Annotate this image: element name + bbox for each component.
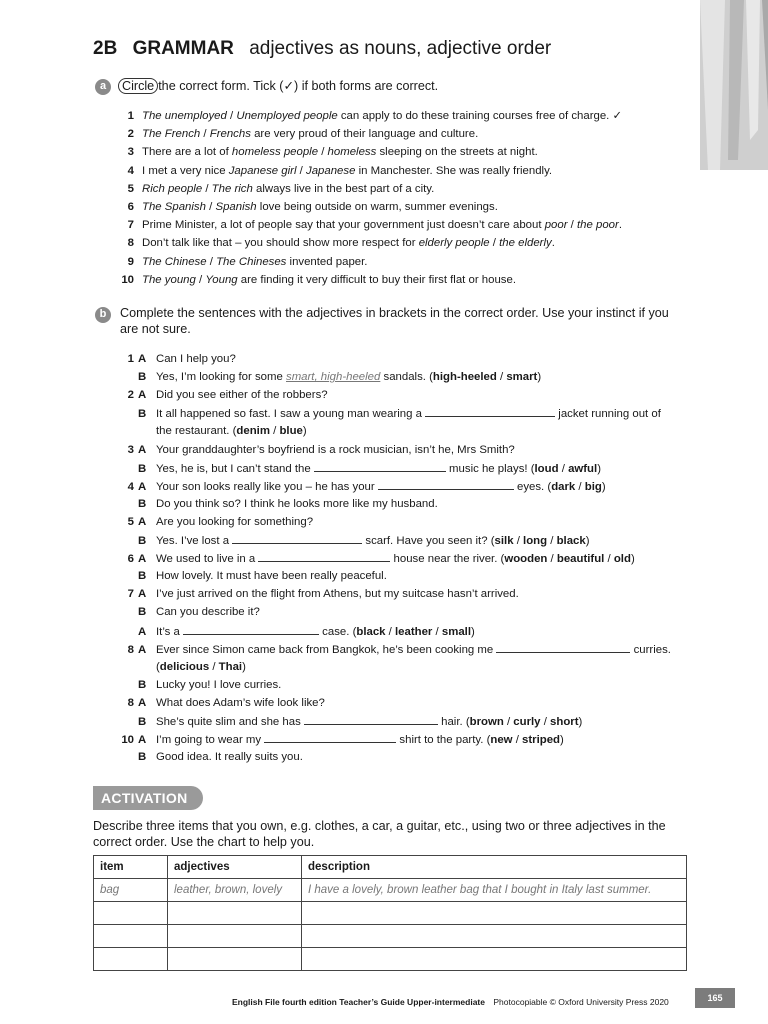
sentence-text: invented paper. <box>286 255 368 268</box>
exercise-b-line <box>110 533 768 548</box>
item-sentence <box>142 183 434 195</box>
adjective-keyword: loud <box>534 462 559 475</box>
sentence-text: eyes. ( <box>513 480 552 493</box>
exercise-b-line <box>110 642 768 657</box>
adjective-keyword: big <box>584 480 602 493</box>
keyword-separator: / <box>512 734 523 747</box>
item-number: 6 <box>127 553 134 566</box>
activation-banner: ACTIVATION <box>93 786 203 810</box>
table-cell[interactable] <box>94 902 168 925</box>
exercise-a-item <box>110 255 768 269</box>
sentence-text: are very proud of their language and culture. <box>250 128 479 141</box>
sentence-text: love being outside on warm, summer evenings. <box>256 201 498 213</box>
sentence-text: ) <box>537 371 542 384</box>
sentence-text: I’m going to wear my <box>156 734 265 747</box>
speaker-label: A <box>138 625 147 638</box>
exercise-b-line <box>110 551 768 566</box>
option-separator: / <box>205 201 216 213</box>
exercise-a-item <box>110 182 768 196</box>
sentence-text: case. ( <box>319 625 357 638</box>
sentence-text: ) <box>560 734 564 747</box>
option-1[interactable]: The Spanish <box>142 201 206 213</box>
option-2[interactable]: the poor <box>577 219 619 232</box>
exercise-b-line <box>110 479 768 494</box>
option-2[interactable]: The rich <box>211 182 253 195</box>
answer-blank[interactable] <box>314 461 446 472</box>
item-number: 10 <box>121 734 134 747</box>
circle-word: Circle <box>118 78 158 94</box>
speaker-label: B <box>138 371 147 384</box>
exercise-a-item <box>110 109 768 123</box>
adjective-keyword: leather <box>395 625 433 638</box>
sentence-text: jacket running out of <box>555 408 661 421</box>
sentence-text: sleeping on the streets at night. <box>376 146 538 159</box>
dialogue-text <box>156 463 601 475</box>
option-1[interactable]: The unemployed <box>142 110 227 122</box>
exercise-b-line <box>110 750 768 764</box>
option-separator: / <box>567 219 577 232</box>
sentence-text: We used to live in a <box>156 553 259 566</box>
table-cell[interactable] <box>168 925 302 948</box>
keyword-separator: / <box>269 425 280 438</box>
item-number: 9 <box>127 255 134 268</box>
option-separator: / <box>206 255 217 268</box>
speaker-label: B <box>138 462 147 475</box>
item-number: 10 <box>121 273 134 286</box>
table-row-example <box>94 879 687 902</box>
adjective-keyword: old <box>613 553 631 566</box>
table-row <box>94 902 687 925</box>
sentence-text: ) <box>630 553 635 566</box>
sentence-text: She’s quite slim and she has <box>156 716 304 728</box>
option-1[interactable]: elderly people <box>418 237 490 250</box>
dialogue-text <box>156 626 475 638</box>
option-separator: / <box>489 237 500 250</box>
exercise-a-item <box>110 218 768 232</box>
item-number: 3 <box>127 146 134 159</box>
keyword-separator: / <box>540 716 551 728</box>
sentence-text: Yes. I’ve lost a <box>156 535 233 547</box>
table-row <box>94 948 687 971</box>
sentence-text: There are a lot of <box>142 146 232 159</box>
item-sentence <box>142 165 552 177</box>
speaker-label: A <box>138 696 147 709</box>
item-sentence <box>142 146 538 158</box>
table-cell[interactable] <box>94 925 168 948</box>
adjective-keyword: dark <box>551 480 576 493</box>
item-number: 6 <box>127 201 134 213</box>
item-number: 8 <box>127 696 134 709</box>
option-1[interactable]: The young <box>142 273 196 286</box>
sentence-text: Do you think so? I think he looks more like my husband. <box>156 497 438 510</box>
speaker-label: B <box>138 716 147 728</box>
table-row <box>94 925 687 948</box>
option-2[interactable]: The Chineses <box>216 255 287 268</box>
sentence-text: It all happened so fast. I saw a young man wearing a <box>156 408 426 421</box>
sentence-text: What does Adam’s wife look like? <box>156 696 325 709</box>
header-adjectives: adjectives <box>168 856 302 879</box>
option-1[interactable]: The Chinese <box>142 255 207 268</box>
item-sentence <box>142 274 516 286</box>
unit-code: 2B <box>93 38 118 59</box>
footer-book: English File fourth edition Teacher’s Guide Upper-intermediate <box>232 997 485 1007</box>
exercise-b-badge: b <box>95 307 111 323</box>
sentence-text: Yes, he is, but I can’t stand the <box>156 462 314 475</box>
sentence-text: sandals. ( <box>380 371 433 384</box>
dialogue-text <box>156 570 387 582</box>
sentence-text: Your son looks really like you – he has your <box>156 480 378 493</box>
sentence-text: Don’t talk like that – you should show more respect for <box>142 237 419 250</box>
example-adjectives: leather, brown, lovely <box>168 879 302 902</box>
exercise-b-line <box>110 587 768 601</box>
exercise-b-line <box>110 569 768 583</box>
item-number: 2 <box>127 389 134 402</box>
item-number: 2 <box>127 128 134 141</box>
answer-blank[interactable] <box>264 732 396 743</box>
option-separator: / <box>202 182 212 195</box>
instruction-line-1: Complete the sentences with the adjectives in brackets in the correct order. Use your instinct if you <box>120 306 669 320</box>
option-1[interactable]: Japanese girl <box>228 164 297 177</box>
sentence-text: ) <box>242 660 246 673</box>
answer-blank[interactable] <box>378 479 514 490</box>
sentence-text: the restaurant. ( <box>156 425 237 438</box>
exercise-b-line <box>110 497 768 511</box>
sentence-text: ) <box>302 425 307 438</box>
speaker-label: A <box>138 734 147 747</box>
sentence-text: Lucky you! I love curries. <box>156 678 282 691</box>
sentence-text: ) <box>597 462 601 475</box>
adjective-keyword: long <box>523 535 548 547</box>
option-separator: / <box>226 110 237 122</box>
table-header-row <box>94 856 687 879</box>
dialogue-text <box>156 716 582 728</box>
speaker-label: B <box>138 408 147 421</box>
item-sentence <box>142 237 555 249</box>
dialogue-text <box>156 697 325 709</box>
sentence-text: Good idea. It really suits you. <box>156 751 303 764</box>
table-cell[interactable] <box>168 902 302 925</box>
dialogue-text <box>156 371 541 383</box>
dialogue-text <box>156 535 590 547</box>
dialogue-text <box>156 516 313 528</box>
dialogue-text <box>156 588 519 600</box>
section-name: GRAMMAR <box>132 38 234 59</box>
exercise-a-badge: a <box>95 79 111 95</box>
item-number: 4 <box>127 164 134 177</box>
speaker-label: B <box>138 678 147 691</box>
option-separator: / <box>318 146 328 159</box>
sentence-text: ) <box>578 716 583 728</box>
exercise-b-line <box>110 660 768 674</box>
sentence-text: How lovely. It must have been really peaceful. <box>156 570 387 583</box>
item-number: 1 <box>127 110 134 122</box>
adjective-keyword: brown <box>469 716 504 728</box>
speaker-label: A <box>138 443 147 456</box>
exercise-b-line <box>110 370 768 384</box>
sentence-text: Prime Minister, a lot of people say that your government just doesn’t care about <box>142 219 545 232</box>
sentence-text: I met a very nice <box>142 164 229 177</box>
table-cell[interactable] <box>302 902 687 925</box>
speaker-label: B <box>138 606 147 619</box>
answer-blank[interactable] <box>258 551 390 562</box>
activation-instruction <box>93 818 666 850</box>
adjective-keyword: denim <box>236 425 270 438</box>
keyword-separator: / <box>385 625 396 638</box>
adjective-keyword: black <box>556 535 586 547</box>
speaker-label: B <box>138 497 147 510</box>
sentence-text: house near the river. ( <box>390 553 505 566</box>
exercise-b-line <box>110 714 768 729</box>
item-number: 5 <box>127 182 134 195</box>
sentence-text: Are you looking for something? <box>156 515 314 528</box>
item-sentence <box>142 201 498 213</box>
option-2[interactable]: homeless <box>327 146 377 159</box>
exercise-b-line <box>110 388 768 402</box>
speaker-label: B <box>138 751 147 764</box>
keyword-separator: / <box>432 625 442 638</box>
item-sentence <box>142 128 478 140</box>
adjective-keyword: short <box>550 716 579 728</box>
speaker-label: A <box>138 515 147 528</box>
exercise-b-line <box>110 443 768 457</box>
option-1[interactable]: The French <box>142 128 201 141</box>
exercise-a-item <box>110 145 768 159</box>
sentence-text: ) <box>601 480 606 493</box>
footer <box>232 997 669 1007</box>
dialogue-text <box>156 444 515 456</box>
item-sentence <box>142 110 622 122</box>
table-cell[interactable] <box>94 948 168 971</box>
answer-blank[interactable] <box>183 624 319 635</box>
exercise-b-line <box>110 406 768 421</box>
adjective-keyword: blue <box>279 425 303 438</box>
topic-title: adjectives as nouns, adjective order <box>249 38 552 59</box>
adjective-keyword: new <box>490 734 513 747</box>
option-2[interactable]: Young <box>205 273 238 286</box>
option-2[interactable]: Japanese <box>306 164 356 177</box>
answer-blank[interactable] <box>304 714 438 725</box>
dialogue-text <box>156 553 635 565</box>
adjective-keyword: smart <box>506 371 538 384</box>
keyword-separator: / <box>547 553 557 566</box>
keyword-separator: / <box>558 462 569 475</box>
item-number: 8 <box>127 237 134 250</box>
option-2[interactable]: the elderly <box>499 237 552 250</box>
dialogue-text <box>156 481 606 493</box>
sentence-text: Ever since Simon came back from Bangkok, he’s been cooking me <box>156 643 497 656</box>
exercise-a-item <box>110 273 768 287</box>
exercise-b-line <box>110 605 768 619</box>
adjective-keyword: black <box>356 625 386 638</box>
adjective-keyword: wooden <box>504 553 548 566</box>
example-description: I have a lovely, brown leather bag that I bought in Italy last summer. <box>302 879 687 902</box>
sentence-text: It’s a <box>156 625 184 638</box>
dialogue-text <box>156 751 303 763</box>
sentence-text: . <box>551 237 555 250</box>
sentence-text: Can you describe it? <box>156 606 260 619</box>
adjective-keyword: curly <box>513 716 541 728</box>
exercise-b-line <box>110 678 768 692</box>
table-cell[interactable] <box>302 948 687 971</box>
adjective-keyword: high-heeled <box>432 371 497 384</box>
sentence-text: in Manchester. She was really friendly. <box>355 164 553 177</box>
header-item: item <box>94 856 168 879</box>
keyword-separator: / <box>547 535 557 547</box>
exercise-a-item <box>110 236 768 250</box>
exercise-b-line <box>110 624 768 639</box>
exercise-a-item <box>110 200 768 214</box>
speaker-label: A <box>138 353 147 365</box>
sentence-text: I’ve just arrived on the flight from Athens, but my suitcase hasn’t arrived. <box>156 588 519 601</box>
option-separator: / <box>200 128 210 141</box>
adjective-keyword: delicious <box>159 660 210 673</box>
item-number: 4 <box>127 480 134 493</box>
item-sentence <box>142 219 622 231</box>
option-separator: / <box>296 164 306 177</box>
page-number: 165 <box>695 988 735 1008</box>
example-item: bag <box>94 879 168 902</box>
exercise-a-item <box>110 164 768 178</box>
dialogue-text <box>156 661 246 673</box>
dialogue-text <box>156 679 281 691</box>
answer-blank[interactable] <box>425 406 555 417</box>
item-number: 8 <box>127 643 134 656</box>
keyword-separator: / <box>575 480 585 493</box>
table-cell[interactable] <box>302 925 687 948</box>
sentence-text: music he plays! ( <box>445 462 535 475</box>
item-sentence <box>142 256 367 268</box>
example-answer: smart, high-heeled <box>286 371 381 384</box>
activation-line-2: correct order. Use the chart to help you. <box>93 835 315 849</box>
speaker-label: A <box>138 389 147 402</box>
sentence-text: ( <box>156 660 160 673</box>
sentence-text: Your granddaughter’s boyfriend is a rock musician, isn’t he, Mrs Smith? <box>156 443 515 456</box>
speaker-label: B <box>138 535 147 547</box>
item-number: 3 <box>127 443 134 456</box>
sentence-text: ) <box>471 625 475 638</box>
dialogue-text <box>156 425 307 437</box>
page-title <box>93 38 551 60</box>
sentence-text: Did you see either of the robbers? <box>156 389 328 402</box>
sentence-text: shirt to the party. ( <box>396 734 491 747</box>
exercise-b-line <box>110 424 768 438</box>
activation-line-1: Describe three items that you own, e.g. clothes, a car, a guitar, etc., using two or three adjectives in the <box>93 819 666 833</box>
keyword-separator: / <box>209 660 219 673</box>
dialogue-text <box>156 606 260 618</box>
keyword-separator: / <box>604 553 614 566</box>
dialogue-text <box>156 644 671 656</box>
sentence-text: . <box>618 219 622 232</box>
sentence-text: hair. ( <box>437 716 470 728</box>
keyword-separator: / <box>513 535 524 547</box>
item-number: 5 <box>127 515 134 528</box>
exercise-b-line <box>110 461 768 476</box>
speaker-label: A <box>138 588 147 601</box>
keyword-separator: / <box>496 371 507 384</box>
adjective-keyword: beautiful <box>556 553 605 566</box>
item-number: 7 <box>127 219 134 232</box>
instruction-text: the correct form. Tick (✓) if both forms are correct. <box>158 79 439 93</box>
option-2[interactable]: Frenchs <box>209 128 251 141</box>
adjective-keyword: silk <box>494 535 514 547</box>
dialogue-text <box>156 353 236 365</box>
answer-blank[interactable] <box>232 533 362 544</box>
sentence-text: scarf. Have you seen it? ( <box>362 535 495 547</box>
adjective-keyword: awful <box>568 462 598 475</box>
exercise-b-line <box>110 732 768 747</box>
option-1[interactable]: poor <box>544 219 568 232</box>
exercise-a-instruction <box>118 78 438 94</box>
option-1[interactable]: homeless people <box>231 146 319 159</box>
option-2[interactable]: Unemployed people <box>236 110 338 122</box>
option-1[interactable]: Rich people <box>142 182 203 195</box>
adjective-keyword: striped <box>522 734 561 747</box>
answer-blank[interactable] <box>496 642 630 653</box>
exercise-a-item <box>110 127 768 141</box>
item-number: 7 <box>127 588 134 601</box>
exercise-b-line <box>110 352 768 366</box>
dialogue-text <box>156 734 564 746</box>
exercise-b-line <box>110 696 768 710</box>
speaker-label: A <box>138 480 147 493</box>
item-number: 1 <box>127 353 134 365</box>
exercise-b-instruction <box>120 305 710 337</box>
dialogue-text <box>156 408 661 420</box>
sentence-text: Can I help you? <box>156 353 236 365</box>
table-cell[interactable] <box>168 948 302 971</box>
speaker-label: A <box>138 643 147 656</box>
option-separator: / <box>195 273 206 286</box>
instruction-line-2: are not sure. <box>120 322 191 336</box>
option-2[interactable]: Spanish <box>215 201 257 213</box>
sentence-text: are finding it very difficult to buy their first flat or house. <box>237 273 516 286</box>
speaker-label: A <box>138 553 147 566</box>
activation-table <box>93 855 687 971</box>
keyword-separator: / <box>503 716 514 728</box>
sentence-text: Yes, I’m looking for some <box>156 371 286 384</box>
sentence-text: curries. <box>630 643 671 656</box>
sentence-text: always live in the best part of a city. <box>252 182 435 195</box>
adjective-keyword: Thai <box>218 660 243 673</box>
adjective-keyword: small <box>441 625 472 638</box>
speaker-label: B <box>138 570 147 583</box>
dialogue-text <box>156 389 328 401</box>
sentence-text: can apply to do these training courses free of charge. ✓ <box>337 110 623 122</box>
dialogue-text <box>156 498 438 510</box>
header-description: description <box>302 856 687 879</box>
exercise-b-line <box>110 515 768 529</box>
footer-copyright: Photocopiable © Oxford University Press 2020 <box>493 997 669 1007</box>
sentence-text: ) <box>585 535 590 547</box>
